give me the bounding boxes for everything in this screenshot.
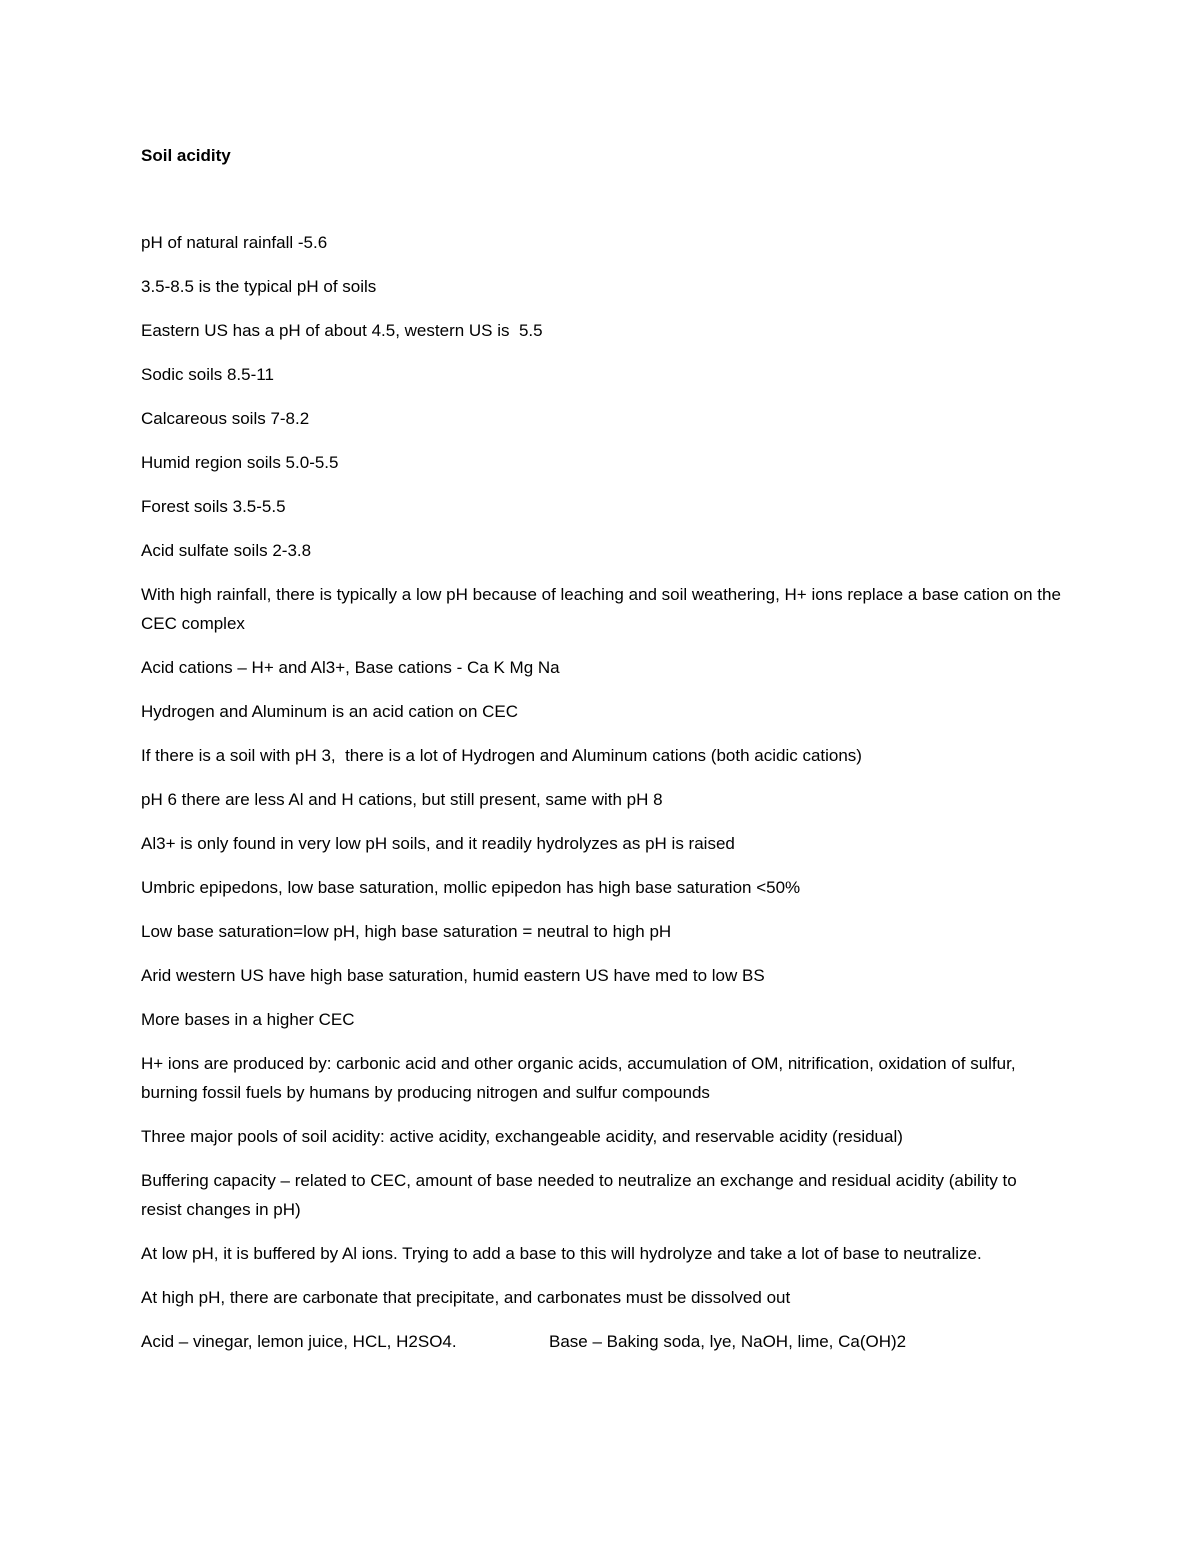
document-title: Soil acidity <box>141 146 231 165</box>
text-paragraph: With high rainfall, there is typically a low pH because of leaching and soil weathering, H+ ions replace a base cation on the CEC complex <box>141 585 1066 633</box>
text-line: More bases in a higher CEC <box>141 1010 355 1029</box>
acid-examples: Acid – vinegar, lemon juice, HCL, H2SO4. <box>141 1332 457 1351</box>
text-line: Arid western US have high base saturation, humid eastern US have med to low BS <box>141 966 765 985</box>
base-examples: Base – Baking soda, lye, NaOH, lime, Ca(OH)2 <box>549 1332 907 1351</box>
text-line: Low base saturation=low pH, high base saturation = neutral to high pH <box>141 922 672 941</box>
text-line: Acid cations – H+ and Al3+, Base cations - Ca K Mg Na <box>141 658 560 677</box>
text-line: 3.5-8.5 is the typical pH of soils <box>141 277 377 296</box>
text-line: If there is a soil with pH 3, there is a lot of Hydrogen and Aluminum cations (both acidic cations) <box>141 746 862 765</box>
text-paragraph: At low pH, it is buffered by Al ions. Trying to add a base to this will hydrolyze and take a lot of base to neutralize. <box>141 1244 982 1263</box>
text-line: pH of natural rainfall -5.6 <box>141 233 328 252</box>
text-line: Acid sulfate soils 2-3.8 <box>141 541 312 560</box>
document-body <box>141 142 1066 1371</box>
text-line: Humid region soils 5.0-5.5 <box>141 453 339 472</box>
text-line: Eastern US has a pH of about 4.5, western US is 5.5 <box>141 321 543 340</box>
text-line: Calcareous soils 7-8.2 <box>141 409 310 428</box>
text-paragraph: H+ ions are produced by: carbonic acid and other organic acids, accumulation of OM, nitrification, oxidation of sulfur, burning fossil fuels by humans by producing nitrogen and sulfur compounds <box>141 1054 1021 1102</box>
text-line: Three major pools of soil acidity: active acidity, exchangeable acidity, and reservable acidity (residual) <box>141 1127 903 1146</box>
text-line: Hydrogen and Aluminum is an acid cation on CEC <box>141 702 519 721</box>
text-line: Al3+ is only found in very low pH soils, and it readily hydrolyzes as pH is raised <box>141 834 735 853</box>
text-paragraph: Buffering capacity – related to CEC, amount of base needed to neutralize an exchange and residual acidity (ability to resist changes in pH) <box>141 1171 1022 1219</box>
text-line: pH 6 there are less Al and H cations, but still present, same with pH 8 <box>141 790 663 809</box>
acid-base-examples-line <box>141 1327 1061 1356</box>
text-line: Umbric epipedons, low base saturation, mollic epipedon has high base saturation <50% <box>141 878 801 897</box>
text-line: Forest soils 3.5-5.5 <box>141 497 286 516</box>
text-line: Sodic soils 8.5-11 <box>141 365 274 384</box>
text-line: At high pH, there are carbonate that precipitate, and carbonates must be dissolved out <box>141 1288 791 1307</box>
